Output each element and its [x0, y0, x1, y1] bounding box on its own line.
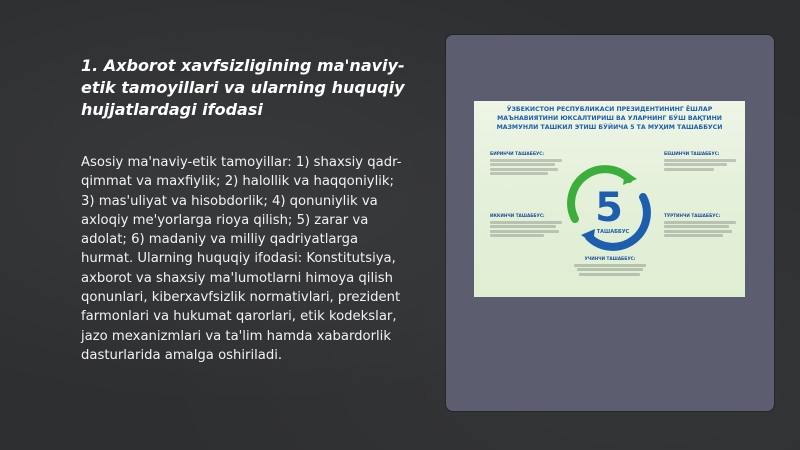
poster-box-fourth — [664, 213, 736, 239]
poster-box-title: ТЎРТИНЧИ ТАШАББУС: — [664, 213, 721, 218]
emblem-number: 5 — [595, 185, 623, 231]
slide-body-text: Asosiy ma'naviy-etik tamoyillar: 1) shaxsiy qadr-qimmat va maxfiylik; 2) halollik va haqqoniylik; 3) mas'uliyat va hisobdorlik; 4) qonuniylik va axloqiy me'yorlarga rioya qilish; 5) zarar va adolat; 6) madaniy va milliy qadriyatlarga hurmat. Ularning huquqiy ifodasi: Konstitutsiya, axborot va shaxsiy ma'lumotlarni himoya qilish qonunlari, kiberxavfsizlik normativlari, prezident farmonlari va hukumat qarorlari, etik kodekslar, jazo mexanizmlari va ta'lim hamda xabardorlik dasturlarida amalga oshiriladi. — [81, 155, 402, 363]
five-initiatives-emblem — [559, 161, 659, 255]
poster-box-second — [490, 213, 562, 239]
poster-box-third — [574, 256, 646, 277]
slide-title: 1. Axborot xavfsizligining ma'naviy-etik tamoyillari va ularning huquqiy hujjatlardagi ifodasi — [81, 56, 405, 119]
poster-box-title: БЕШИНЧИ ТАШАББУС: — [664, 151, 720, 156]
poster-heading: ЎЗБЕКИСТОН РЕСПУБЛИКАСИ ПРЕЗИДЕНТИНИНГ ЁШЛАР МАЪНАВИЯТИНИ ЮКСАЛТИРИШ ВА УЛАРНИНГ БЎШ ВАҚТИНИ МАЗМУНЛИ ТАШКИЛ ЭТИШ БЎЙИЧА 5 ТА МУҲИМ ТАШАББУСИ — [496, 106, 723, 131]
poster-box-title: БИРИНЧИ ТАШАББУС: — [490, 151, 544, 156]
poster-box-first — [490, 151, 562, 177]
poster-box-title: УЧИНЧИ ТАШАББУС: — [584, 256, 636, 261]
initiatives-poster — [474, 101, 745, 297]
emblem-label: ТАШАББУС — [596, 229, 630, 235]
poster-box-fifth — [664, 151, 736, 172]
poster-box-title: ИККИНЧИ ТАШАББУС: — [490, 213, 545, 218]
